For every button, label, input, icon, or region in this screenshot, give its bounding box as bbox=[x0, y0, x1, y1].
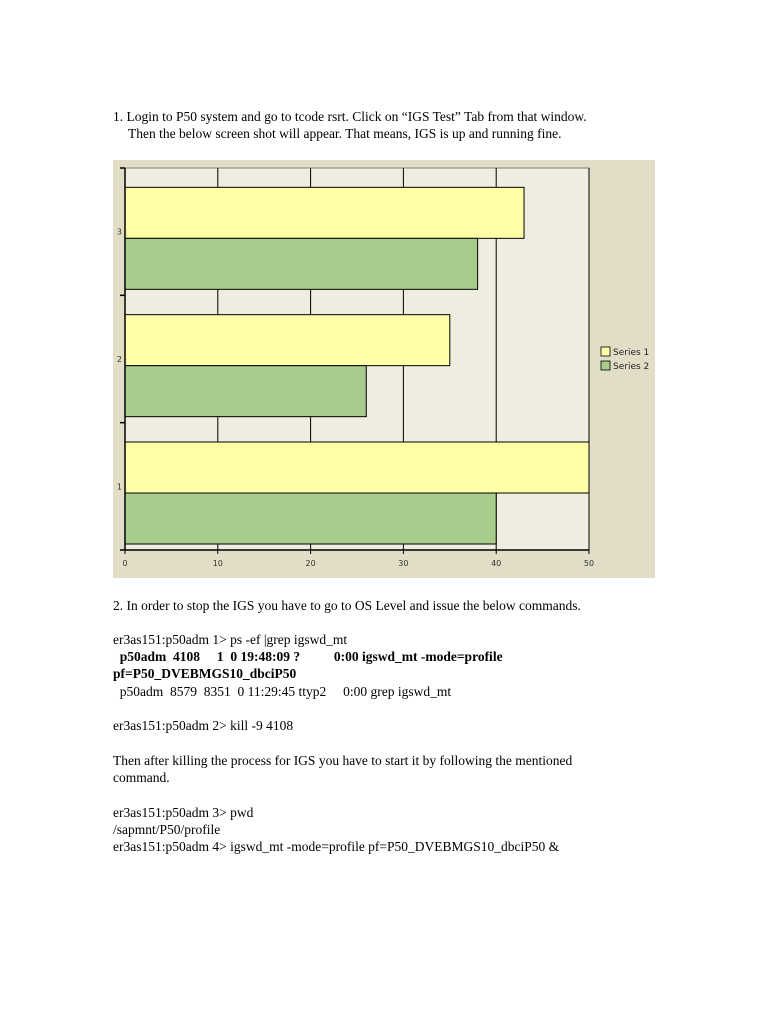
bar-series2-category-3 bbox=[125, 238, 478, 289]
bar-series2-category-2 bbox=[125, 366, 366, 417]
pwd-output: /sapmnt/P50/profile bbox=[113, 822, 221, 837]
bar-series2-category-1 bbox=[125, 493, 496, 544]
bar-series1-category-1 bbox=[125, 442, 589, 493]
x-tick-label-40: 40 bbox=[491, 559, 502, 568]
step1-line1: 1. Login to P50 system and go to tcode rsrt. Click on “IGS Test” Tab from that window. bbox=[113, 109, 587, 124]
bar-series1-category-2 bbox=[125, 315, 450, 366]
x-tick-label-0: 0 bbox=[122, 559, 128, 568]
chart-svg bbox=[113, 160, 655, 578]
legend-swatch-series1 bbox=[601, 347, 610, 356]
ps-output-line1: p50adm 4108 1 0 19:48:09 ? 0:00 igswd_mt -mode=profile bbox=[113, 649, 503, 664]
ps-output-grep-line: p50adm 8579 8351 0 11:29:45 ttyp2 0:00 grep igswd_mt bbox=[113, 684, 452, 699]
command-kill: er3as151:p50adm 2> kill -9 4108 bbox=[113, 718, 294, 733]
legend-label-series1: Series 1 bbox=[613, 348, 650, 358]
restart-text-line1: Then after killing the process for IGS you have to start it by following the mentioned bbox=[113, 753, 573, 768]
restart-text-line2: command. bbox=[113, 770, 170, 785]
step2-text: 2. In order to stop the IGS you have to go to OS Level and issue the below commands. bbox=[113, 598, 581, 613]
y-tick-label-3: 3 bbox=[116, 227, 122, 237]
x-tick-label-20: 20 bbox=[305, 559, 316, 568]
x-tick-label-10: 10 bbox=[212, 559, 223, 568]
legend-swatch-series2 bbox=[601, 361, 610, 370]
legend-label-series2: Series 2 bbox=[613, 362, 650, 372]
command-start-igs: er3as151:p50adm 4> igswd_mt -mode=profile pf=P50_DVEBMGS10_dbciP50 & bbox=[113, 839, 560, 854]
ps-output-line2: pf=P50_DVEBMGS10_dbciP50 bbox=[113, 666, 297, 681]
bar-chart bbox=[113, 160, 655, 578]
bar-series1-category-3 bbox=[125, 187, 524, 238]
y-tick-label-2: 2 bbox=[116, 355, 122, 364]
command-pwd: er3as151:p50adm 3> pwd bbox=[113, 805, 254, 820]
x-tick-label-30: 30 bbox=[398, 559, 409, 568]
y-tick-label-1: 1 bbox=[116, 482, 122, 492]
x-tick-label-50: 50 bbox=[583, 559, 595, 568]
step1-line2: Then the below screen shot will appear. That means, IGS is up and running fine. bbox=[128, 126, 562, 141]
command-ps-grep: er3as151:p50adm 1> ps -ef |grep igswd_mt bbox=[113, 632, 348, 647]
